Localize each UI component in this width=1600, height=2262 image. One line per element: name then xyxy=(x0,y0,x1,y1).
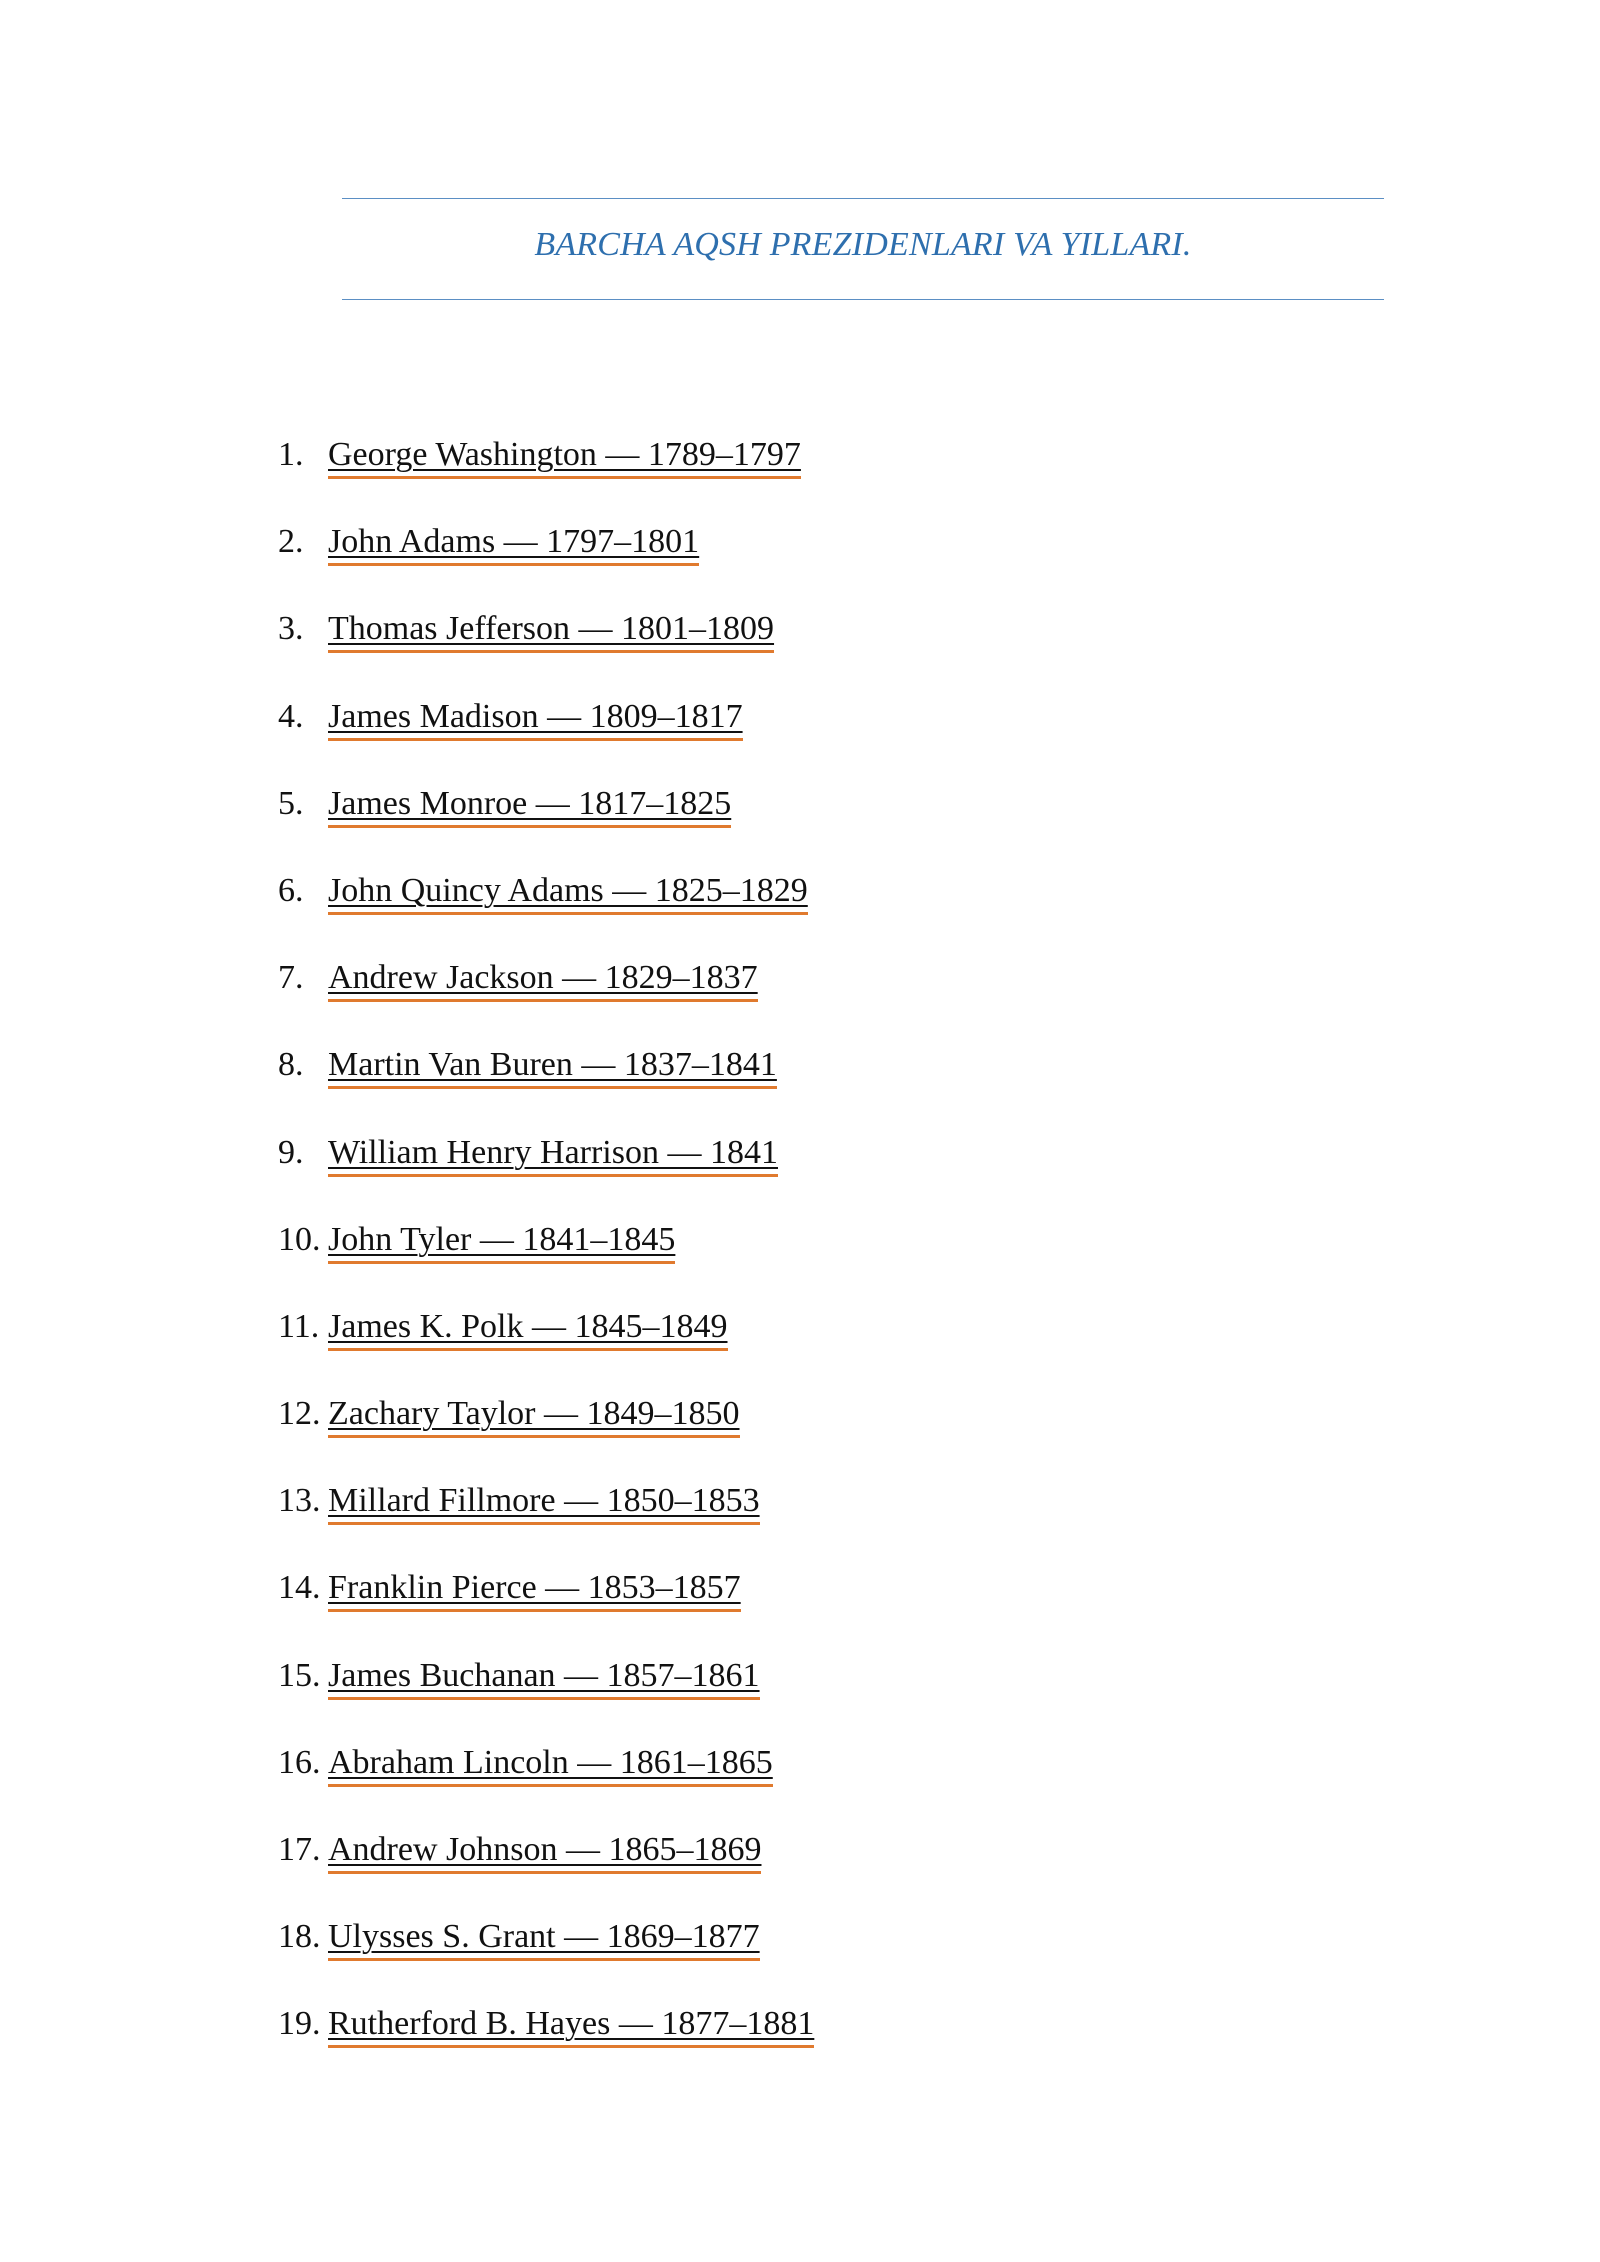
president-link[interactable]: James Buchanan — 1857–1861 xyxy=(328,1657,760,1700)
list-item-number: 7. xyxy=(278,959,304,997)
list-item-number: 8. xyxy=(278,1046,304,1084)
title-block xyxy=(342,198,1384,300)
list-item-number: 16. xyxy=(278,1743,321,1781)
president-link[interactable]: Ulysses S. Grant — 1869–1877 xyxy=(328,1918,760,1961)
list-item-number: 18. xyxy=(278,1918,321,1956)
president-link[interactable]: John Tyler — 1841–1845 xyxy=(328,1221,675,1264)
president-link[interactable]: Andrew Johnson — 1865–1869 xyxy=(328,1831,761,1874)
list-item-number: 10. xyxy=(278,1220,321,1258)
president-link[interactable]: Millard Fillmore — 1850–1853 xyxy=(328,1482,760,1525)
list-item-number: 3. xyxy=(278,610,304,648)
president-link[interactable]: John Quincy Adams — 1825–1829 xyxy=(328,872,808,915)
president-link[interactable]: George Washington — 1789–1797 xyxy=(328,436,801,479)
list-item-number: 6. xyxy=(278,871,304,909)
list-item-number: 19. xyxy=(278,2005,321,2043)
list-item-number: 1. xyxy=(278,436,304,473)
list-item-number: 13. xyxy=(278,1482,321,1520)
president-link[interactable]: William Henry Harrison — 1841 xyxy=(328,1134,778,1177)
list-item-number: 5. xyxy=(278,784,304,822)
list-item-number: 2. xyxy=(278,523,304,561)
president-link[interactable]: John Adams — 1797–1801 xyxy=(328,523,699,566)
president-link[interactable]: Zachary Taylor — 1849–1850 xyxy=(328,1395,740,1438)
list-item-number: 4. xyxy=(278,697,304,735)
list-item-number: 14. xyxy=(278,1569,321,1607)
president-link[interactable]: Martin Van Buren — 1837–1841 xyxy=(328,1046,777,1089)
list-item-number: 15. xyxy=(278,1656,321,1694)
president-link[interactable]: James Monroe — 1817–1825 xyxy=(328,785,731,828)
list-item-number: 11. xyxy=(278,1307,320,1345)
president-link[interactable]: Franklin Pierce — 1853–1857 xyxy=(328,1569,741,1612)
president-link[interactable]: Rutherford B. Hayes — 1877–1881 xyxy=(328,2005,814,2048)
president-link[interactable]: James K. Polk — 1845–1849 xyxy=(328,1308,728,1351)
page-title: BARCHA AQSH PREZIDENLARI VA YILLARI. xyxy=(534,226,1192,263)
list-item-number: 9. xyxy=(278,1133,304,1171)
list-item-number: 17. xyxy=(278,1831,321,1868)
president-link[interactable]: Abraham Lincoln — 1861–1865 xyxy=(328,1744,773,1787)
president-link[interactable]: Andrew Jackson — 1829–1837 xyxy=(328,959,758,1002)
list-item-number: 12. xyxy=(278,1395,321,1433)
president-link[interactable]: James Madison — 1809–1817 xyxy=(328,698,743,741)
president-link[interactable]: Thomas Jefferson — 1801–1809 xyxy=(328,610,774,653)
